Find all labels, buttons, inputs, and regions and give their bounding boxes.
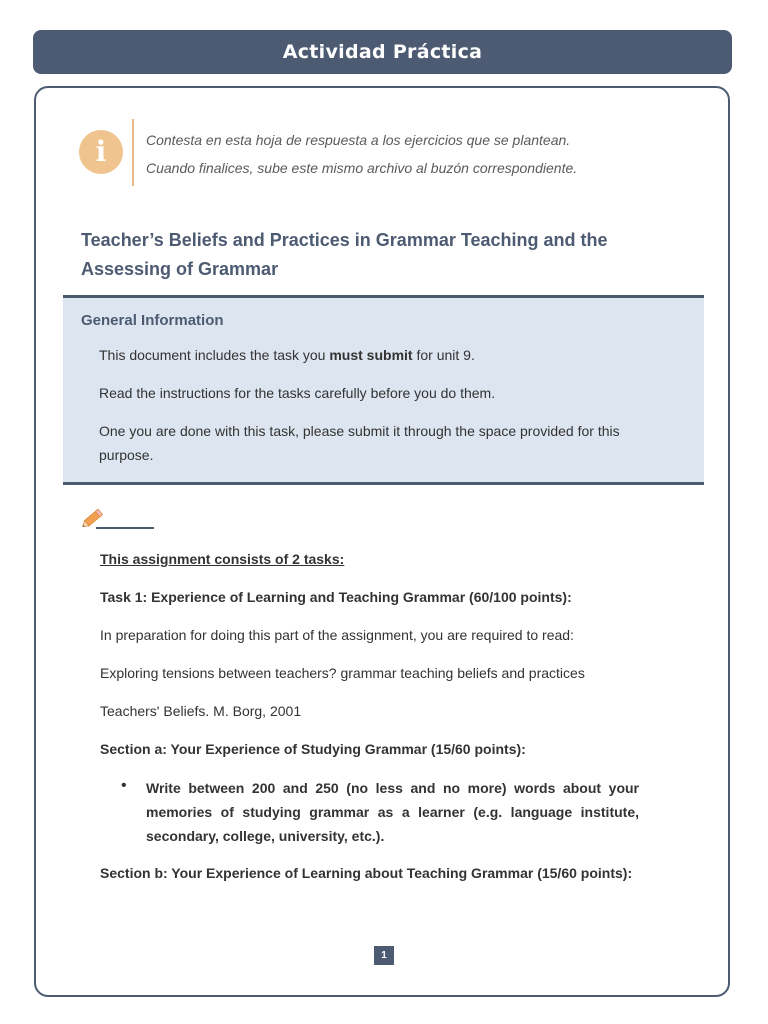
- assignment-intro: This assignment consists of 2 tasks:: [100, 551, 345, 567]
- general-information-box: [63, 295, 704, 485]
- activity-title: Actividad Práctica: [282, 41, 483, 63]
- task-1-heading: Task 1: Experience of Learning and Teaching Grammar (60/100 points):: [100, 589, 572, 605]
- bullet-point-icon: •: [121, 777, 127, 794]
- section-a-bullet-item: Write between 200 and 250 (no less and no more) words about your memories of studying grammar as a learner (e.g. language institute, secondary, college, university, etc.).: [146, 780, 639, 844]
- instructions-line-2: Cuando finalices, sube este mismo archivo al buzón correspondiente.: [146, 160, 578, 176]
- document-title: Teacher’s Beliefs and Practices in Grammar Teaching and the Assessing of Grammar: [81, 230, 608, 279]
- reading-item-2: Teachers' Beliefs. M. Borg, 2001: [100, 703, 302, 719]
- reading-item-1: Exploring tensions between teachers? grammar teaching beliefs and practices: [100, 665, 585, 681]
- general-information-heading: General Information: [81, 312, 224, 329]
- general-info-paragraph-2: Read the instructions for the tasks carefully before you do them.: [99, 385, 496, 401]
- info-divider: [132, 119, 134, 186]
- preparation-text: In preparation for doing this part of the assignment, you are required to read:: [100, 627, 574, 643]
- section-a-heading: Section a: Your Experience of Studying Grammar (15/60 points):: [100, 741, 526, 757]
- general-info-paragraph-3: One you are done with this task, please submit it through the space provided for this purpose.: [99, 423, 620, 463]
- general-info-paragraph-1: This document includes the task you must submit for unit 9.: [99, 347, 475, 363]
- instructions-line-1: Contesta en esta hoja de respuesta a los ejercicios que se plantean.: [146, 132, 571, 148]
- pencil-underline: [96, 527, 154, 529]
- info-icon: i: [79, 130, 123, 174]
- instructions-note: [146, 126, 706, 182]
- page-number: 1: [374, 946, 394, 965]
- section-b-heading: Section b: Your Experience of Learning about Teaching Grammar (15/60 points):: [100, 865, 633, 881]
- must-submit-emphasis: must submit: [329, 347, 413, 363]
- activity-header-banner: [33, 30, 732, 74]
- page-frame: [34, 86, 730, 997]
